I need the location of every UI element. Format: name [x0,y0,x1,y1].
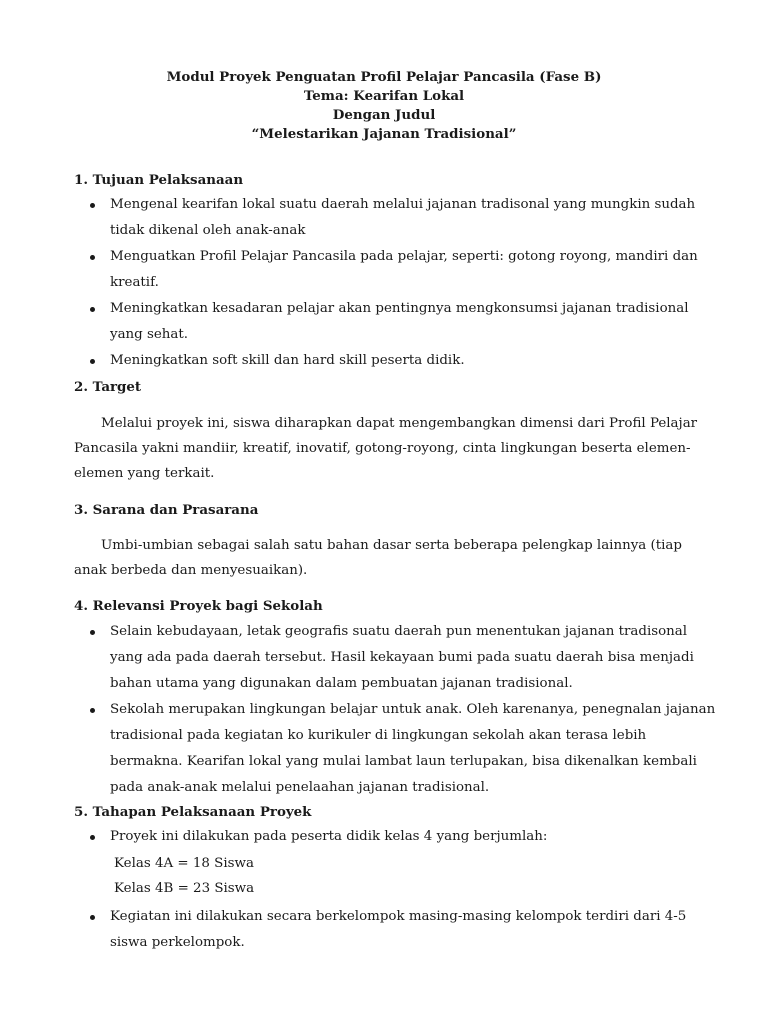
bullet-icon [90,203,95,208]
s4-bullet-2-line-3: bermakna. Kearifan lokal yang mulai lambat laun terlupakan, bisa dikenalkan kembali [110,754,697,769]
bullet-icon [90,630,95,635]
s1-bullet-3-line-2: yang sehat. [110,327,189,342]
section-2-heading: 2. Target [74,379,142,395]
s5-class-4b: Kelas 4B = 23 Siswa [114,881,255,896]
s1-bullet-2-line-2: kreatif. [110,275,159,290]
s4-bullet-2-line-1: Sekolah merupakan lingkungan belajar untuk anak. Oleh karenanya, penegnalan jajanan [110,702,716,717]
s2-paragraph-line-3: elemen yang terkait. [74,466,215,481]
section-4-heading: 4. Relevansi Proyek bagi Sekolah [74,598,323,614]
section-1-heading: 1. Tujuan Pelaksanaan [74,172,244,188]
s4-bullet-1-line-1: Selain kebudayaan, letak geografis suatu daerah pun menentukan jajanan tradisonal [110,624,688,639]
s5-bullet-1-line-1: Proyek ini dilakukan pada peserta didik kelas 4 yang berjumlah: [110,829,548,844]
title-line-1: Modul Proyek Penguatan Profil Pelajar Pancasila (Fase B) [166,69,602,85]
s1-bullet-3-line-1: Meningkatkan kesadaran pelajar akan pentingnya mengkonsumsi jajanan tradisional [110,301,689,316]
s3-paragraph-line-1: Umbi-umbian sebagai salah satu bahan dasar serta beberapa pelengkap lainnya (tiap [101,538,682,553]
s2-paragraph-line-2: Pancasila yakni mandiir, kreatif, inovatif, gotong-royong, cinta lingkungan beserta elemen- [74,441,691,456]
bullet-icon [90,708,95,713]
title-line-2: Tema: Kearifan Lokal [303,88,465,104]
s1-bullet-2-line-1: Menguatkan Profil Pelajar Pancasila pada pelajar, seperti: gotong royong, mandiri dan [110,249,698,264]
s4-bullet-1-line-2: yang ada pada daerah tersebut. Hasil kekayaan bumi pada suatu daerah bisa menjadi [110,650,694,665]
s5-bullet-2-line-1: Kegiatan ini dilakukan secara berkelompok masing-masing kelompok terdiri dari 4-5 [110,909,687,924]
title-line-4: “Melestarikan Jajanan Tradisional” [251,126,517,142]
section-5-heading: 5. Tahapan Pelaksanaan Proyek [74,804,312,820]
s4-bullet-1-line-3: bahan utama yang digunakan dalam pembuatan jajanan tradisional. [110,676,573,691]
section-3-heading: 3. Sarana dan Prasarana [74,502,259,518]
s1-bullet-4-line-1: Meningkatkan soft skill dan hard skill peserta didik. [110,353,465,368]
bullet-icon [90,307,95,312]
bullet-icon [90,255,95,260]
s4-bullet-2-line-2: tradisional pada kegiatan ko kurikuler di lingkungan sekolah akan terasa lebih [110,728,647,743]
title-line-3: Dengan Judul [332,107,436,123]
s2-paragraph-line-1: Melalui proyek ini, siswa diharapkan dapat mengembangkan dimensi dari Profil Pelajar [101,416,698,431]
s4-bullet-2-line-4: pada anak-anak melalui penelaahan jajanan tradisional. [110,780,490,795]
document-title [0,68,768,144]
s5-bullet-2-line-2: siswa perkelompok. [110,935,245,950]
bullet-icon [90,835,95,840]
s1-bullet-1-line-1: Mengenal kearifan lokal suatu daerah melalui jajanan tradisonal yang mungkin sudah [110,197,696,212]
s5-class-4a: Kelas 4A = 18 Siswa [114,856,254,871]
bullet-icon [90,359,95,364]
s3-paragraph-line-2: anak berbeda dan menyesuaikan). [74,563,308,578]
s1-bullet-1-line-2: tidak dikenal oleh anak-anak [110,223,306,238]
bullet-icon [90,915,95,920]
